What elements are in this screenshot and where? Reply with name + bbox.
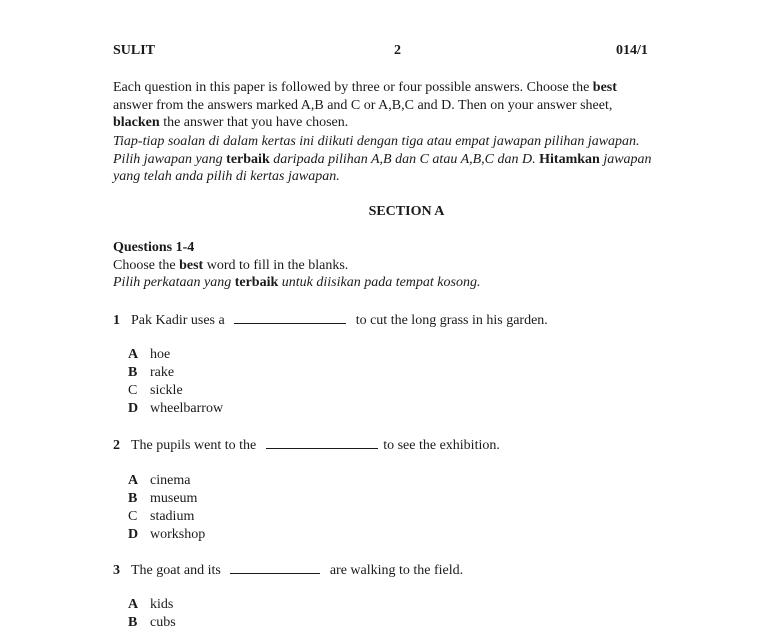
answer-blank [234, 311, 346, 324]
instructions-en-line-3: blacken the answer that you have chosen. [113, 115, 349, 130]
option-a[interactable]: A kids [128, 597, 174, 612]
instructions-ms-line-3: yang telah anda pilih di kertas jawapan. [113, 169, 340, 184]
option-b[interactable]: B cubs [128, 615, 176, 630]
question-1 [113, 311, 548, 330]
instructions-en-line-1: Each question in this paper is followed by three or four possible answers. Choose the best [113, 80, 617, 95]
instructions-english [113, 79, 713, 132]
page-number: 2 [394, 43, 401, 58]
instructions-ms-line-1: Tiap-tiap soalan di dalam kertas ini diikuti dengan tiga atau empat jawapan pilihan jawapan. [113, 134, 640, 149]
question-number: 3 [113, 563, 120, 578]
question-stem-before: The pupils went to the [131, 438, 257, 453]
questions-directive-en: Choose the best word to fill in the blanks. [113, 257, 349, 273]
question-stem-after: to see the exhibition. [383, 438, 500, 453]
question-stem-before: Pak Kadir uses a [131, 313, 225, 328]
section-title: SECTION A [368, 204, 445, 219]
instructions-en-line-2: answer from the answers marked A,B and C or A,B,C and D. Then on your answer sheet, [113, 97, 613, 113]
question-number: 2 [113, 438, 120, 453]
question-stem-after: are walking to the field. [329, 563, 464, 578]
instructions-malay [113, 133, 713, 186]
option-b[interactable]: B rake [128, 365, 175, 380]
question-stem-before: The goat and its [131, 563, 221, 578]
option-a[interactable]: A hoe [128, 347, 171, 362]
question-number: 1 [113, 313, 120, 328]
option-a[interactable]: A cinema [128, 473, 191, 488]
questions-directive-ms: Pilih perkataan yang terbaik untuk diisikan pada tempat kosong. [113, 275, 481, 290]
answer-blank [266, 436, 378, 449]
questions-block [113, 239, 713, 292]
question-2-options [128, 472, 205, 544]
questions-heading: Questions 1-4 [113, 240, 195, 255]
question-stem-after: to cut the long grass in his garden. [355, 313, 548, 328]
question-1-options [128, 346, 223, 418]
option-c[interactable]: C sickle [128, 383, 183, 398]
answer-blank [230, 561, 320, 574]
question-3-options [128, 596, 176, 632]
paper-code: 014/1 [616, 43, 648, 58]
header-left: SULIT [113, 43, 156, 58]
option-d[interactable]: D wheelbarrow [128, 401, 224, 416]
option-d[interactable]: D workshop [128, 527, 206, 542]
option-b[interactable]: B museum [128, 491, 198, 506]
question-2 [113, 436, 500, 455]
option-c[interactable]: C stadium [128, 509, 195, 524]
instructions-ms-line-2: Pilih jawapan yang terbaik daripada pilihan A,B dan C atau A,B,C dan D. Hitamkan jawapan [113, 151, 652, 167]
question-3 [113, 561, 463, 580]
